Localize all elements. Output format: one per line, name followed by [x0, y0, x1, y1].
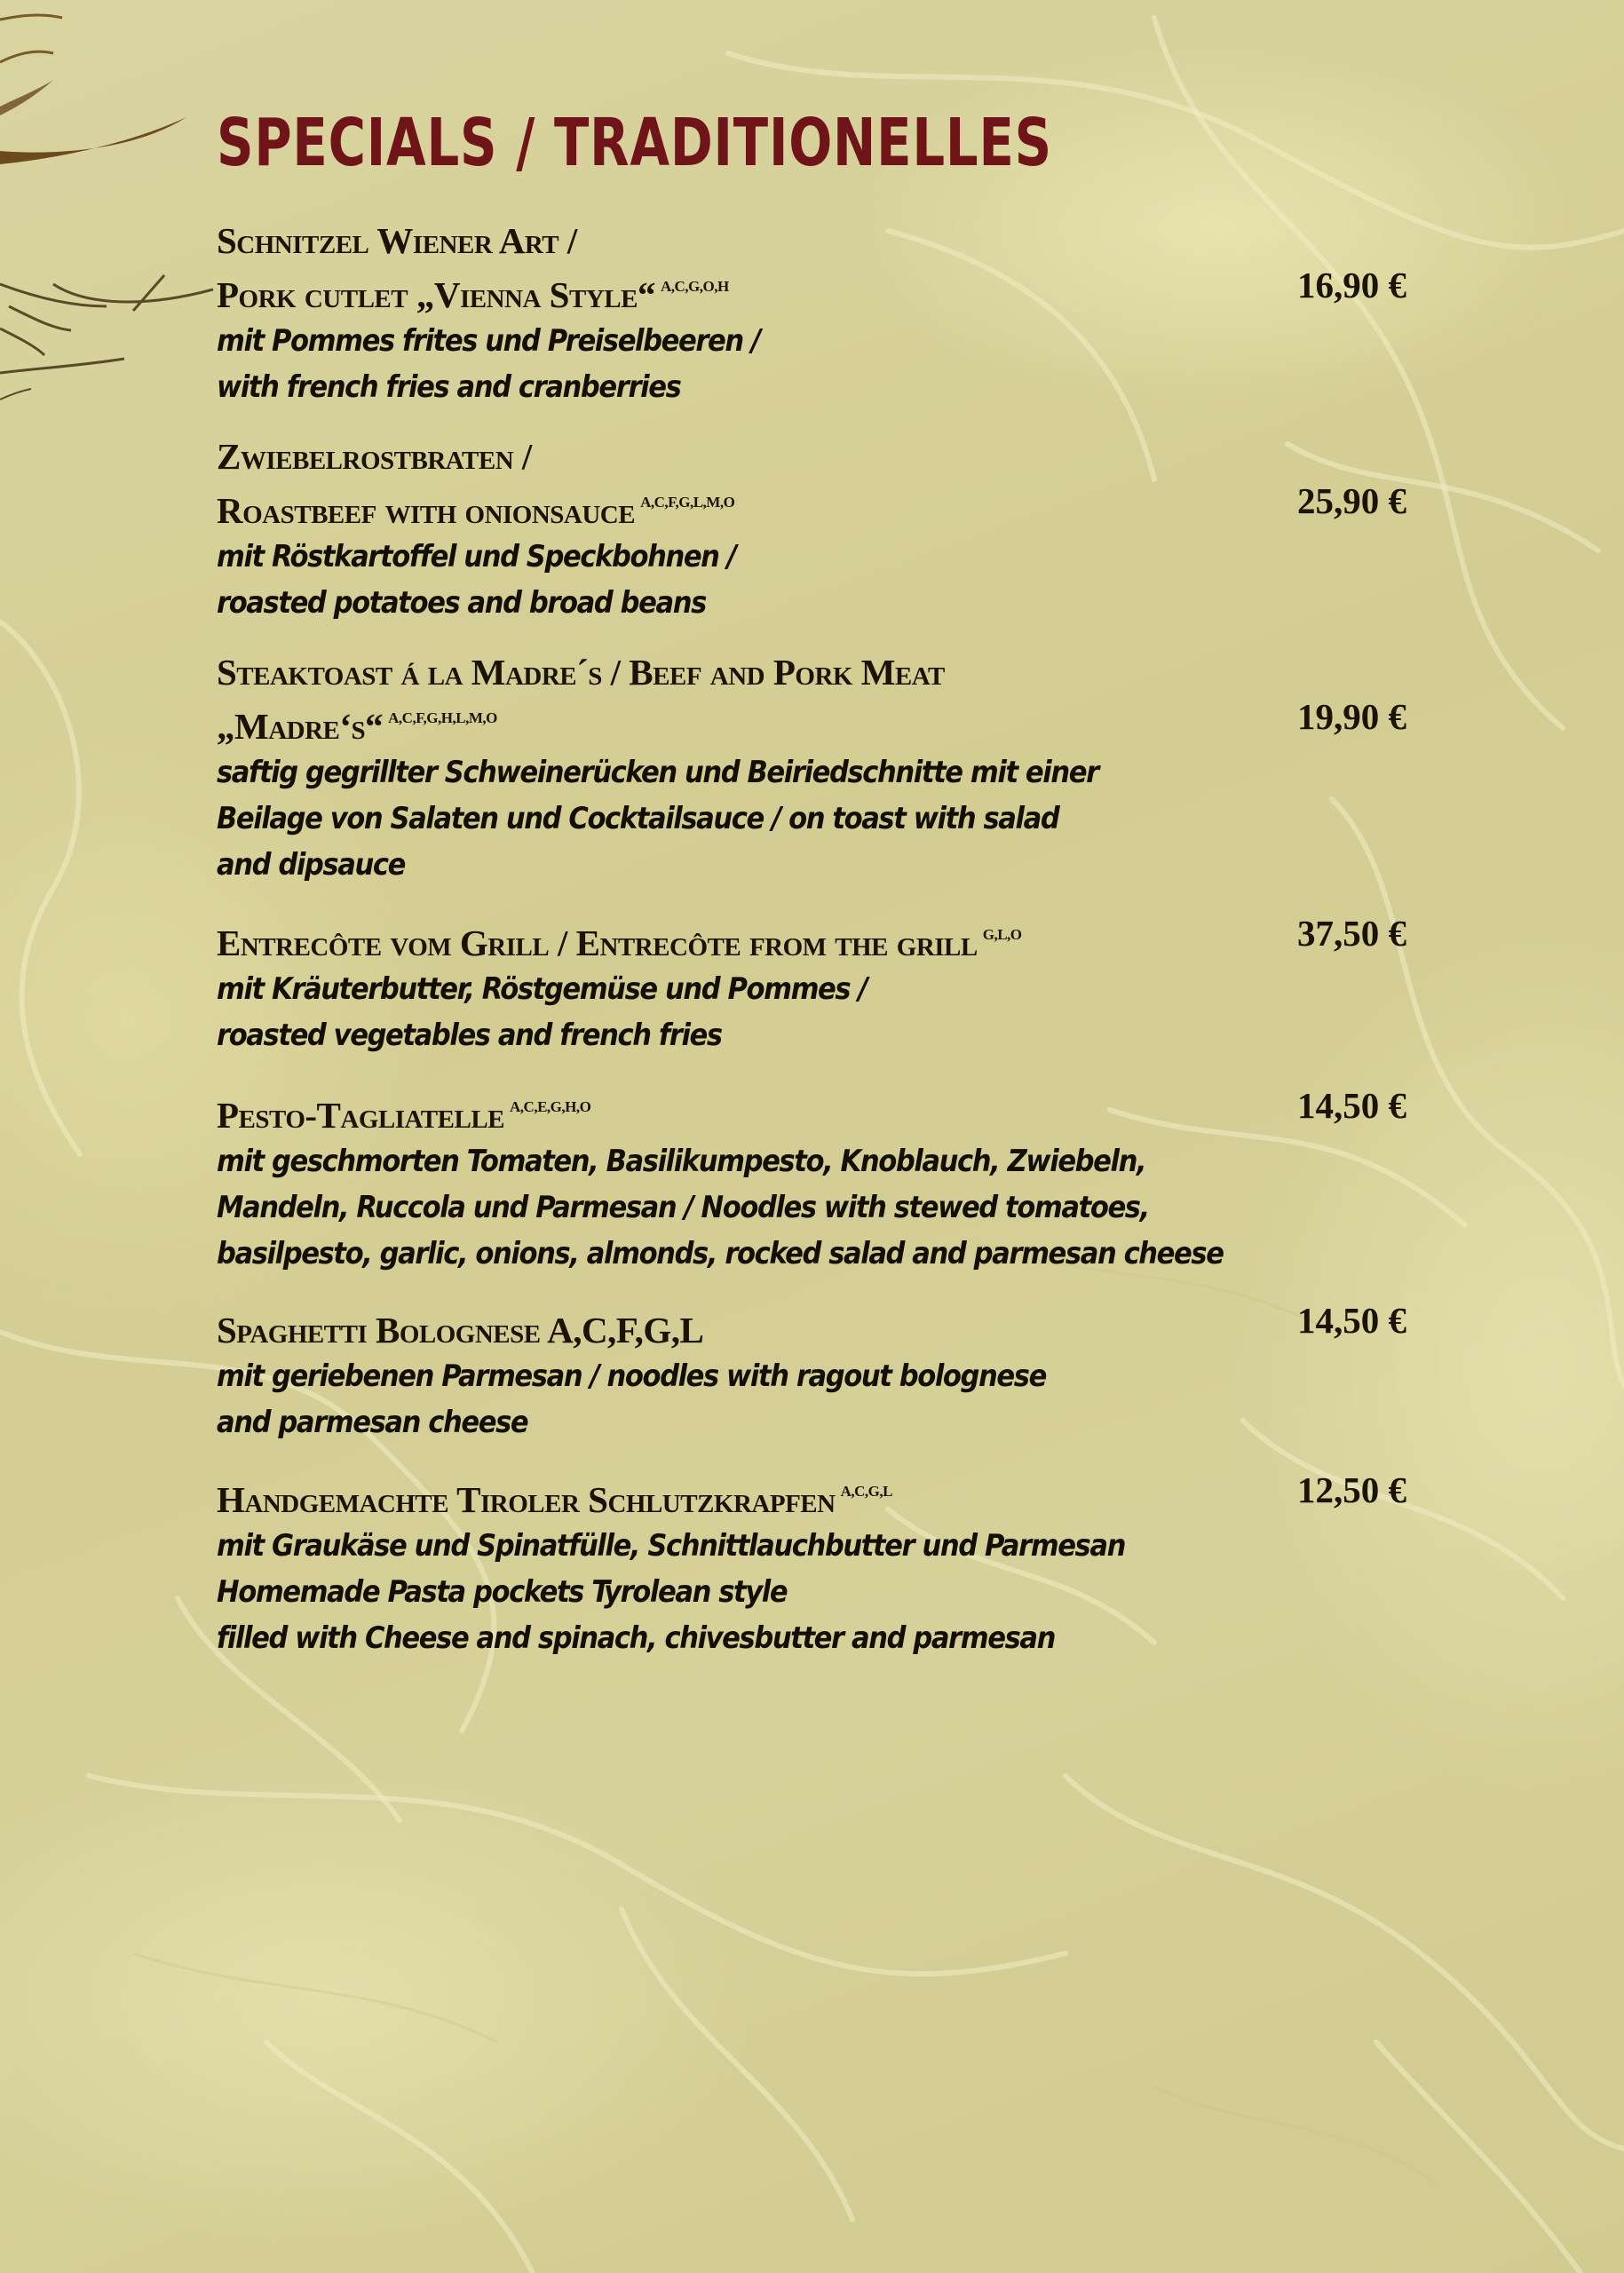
dish-price: 25,90 € [1297, 480, 1406, 521]
dish-description: mit Röstkartoffel und Speckbohnen / [217, 539, 736, 574]
dish-description: mit geschmorten Tomaten, Basilikumpesto, Knoblauch, Zwiebeln, [217, 1144, 1146, 1179]
menu-item-schlutzkrapfen [217, 1469, 1406, 1661]
dish-description: basilpesto, garlic, onions, almonds, rocked salad and parmesan cheese [217, 1236, 1224, 1271]
menu-item-zwiebelrostbraten [217, 433, 1406, 626]
menu-item-spaghetti-bolognese [217, 1299, 1406, 1445]
dish-description: mit Kräuterbutter, Röstgemüse und Pommes / [217, 971, 867, 1007]
dish-title: Schnitzel Wiener Art / [217, 220, 577, 261]
dish-description: Beilage von Salaten und Cocktailsauce / on toast with salad [217, 801, 1059, 836]
dish-title: „Madre‘s“ $^{A,C,F,G,H,L,M,O}$ [217, 706, 497, 747]
dish-description: and dipsauce [217, 847, 405, 883]
brush-stroke-decoration [0, 0, 231, 426]
dish-description: mit Graukäse und Spinatfülle, Schnittlauchbutter und Parmesan [217, 1528, 1125, 1564]
menu-item-pesto-tagliatelle [217, 1084, 1406, 1277]
dish-title: Pesto-Tagliatelle $^{A,C,E,G,H,O}$ [217, 1095, 591, 1136]
dish-price: 37,50 € [1297, 913, 1406, 954]
menu-item-steaktoast [217, 649, 1406, 888]
dish-title: Entrecôte vom Grill / Entrecôte from the grill $^{G,L,O}$ [217, 923, 1022, 963]
menu-item-schnitzel [217, 218, 1406, 410]
dish-price: 12,50 € [1297, 1469, 1406, 1510]
dish-description: mit geriebenen Parmesan / noodles with ragout bolognese [217, 1358, 1046, 1394]
dish-price: 14,50 € [1297, 1085, 1406, 1126]
allergen-codes: A,C,E,G,H,O [510, 1098, 591, 1115]
dish-title: Steaktoast á la Madre´s / Beef and Pork Meat [217, 652, 945, 693]
dish-description: with french fries and cranberries [217, 369, 681, 405]
allergen-codes: A,C,F,G,H,L,M,O [388, 709, 497, 726]
dish-price: 14,50 € [1297, 1300, 1406, 1341]
dish-price: 19,90 € [1297, 696, 1406, 737]
dish-description: Mandeln, Ruccola und Parmesan / Noodles with stewed tomatoes, [217, 1190, 1149, 1225]
dish-title: Spaghetti Bolognese A,C,F,G,L [217, 1310, 704, 1350]
dish-title: Roastbeef with onionsauce $^{A,C,F,G,L,M,O}$ [217, 490, 735, 531]
dish-description: saftig gegrillter Schweinerücken und Beiriedschnitte mit einer [217, 755, 1098, 790]
allergen-codes: A,C,G,L [840, 1483, 892, 1500]
page-title: SPECIALS / TRADITIONELLES [217, 105, 1053, 181]
dish-description: mit Pommes frites und Preiselbeeren / [217, 323, 760, 359]
allergen-codes: G,L,O [982, 926, 1022, 943]
dish-title: Handgemachte Tiroler Schlutzkrapfen $^{A,C,G,L}$ [217, 1479, 892, 1520]
dish-description: roasted potatoes and broad beans [217, 585, 706, 621]
dish-price: 16,90 € [1297, 265, 1406, 305]
dish-description: roasted vegetables and french fries [217, 1018, 722, 1053]
dish-description: and parmesan cheese [217, 1405, 528, 1440]
allergen-codes: A,C,G,O,H [660, 278, 729, 295]
dish-title: Pork cutlet „Vienna Style“ $^{A,C,G,O,H}$ [217, 274, 729, 315]
menu-item-entrecote [217, 912, 1406, 1058]
dish-title: Zwiebelrostbraten / [217, 436, 532, 477]
allergen-codes: A,C,F,G,L,M,O [640, 494, 735, 511]
dish-description: filled with Cheese and spinach, chivesbutter and parmesan [217, 1620, 1056, 1656]
dish-description: Homemade Pasta pockets Tyrolean style [217, 1574, 788, 1610]
